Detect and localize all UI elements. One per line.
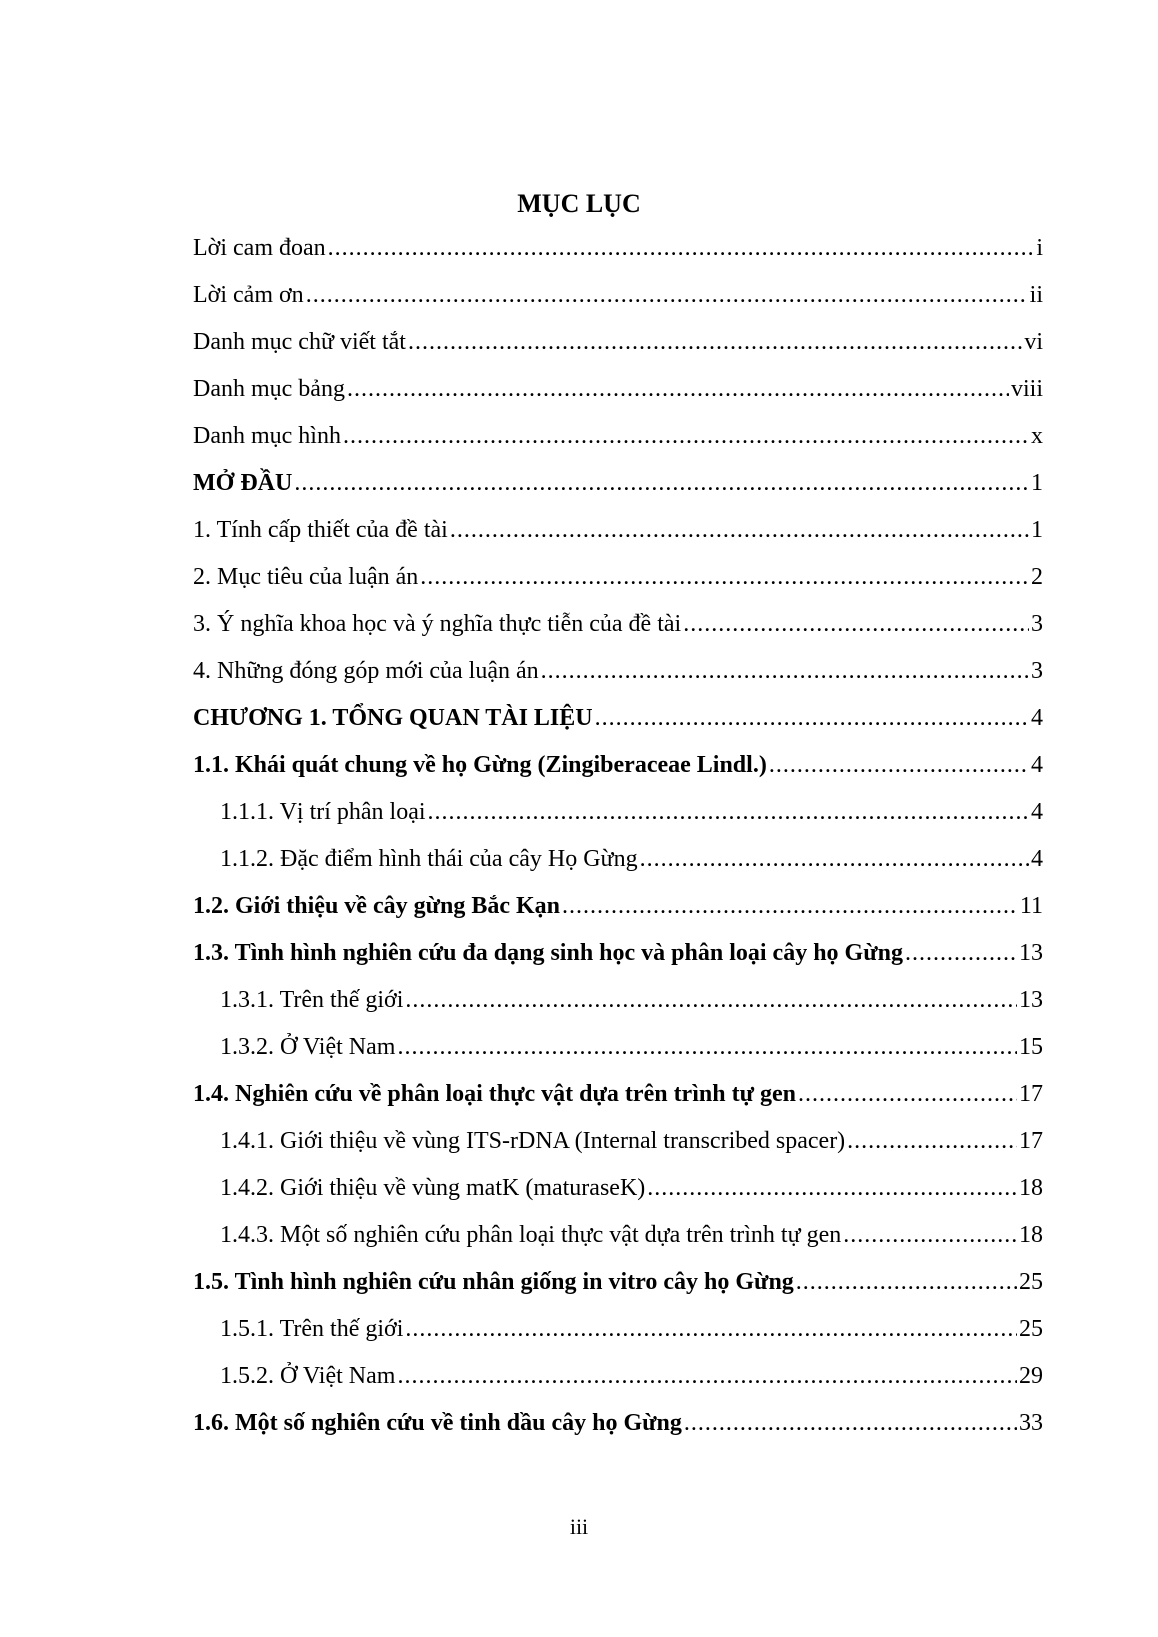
toc-leader-dots (405, 1314, 1017, 1344)
toc-entry[interactable] (193, 1032, 1043, 1079)
toc-entry-page: 25 (1019, 1269, 1043, 1295)
toc-leader-dots (328, 233, 1035, 263)
toc-entry[interactable] (193, 562, 1043, 609)
toc-entry-page: 4 (1031, 846, 1043, 872)
toc-leader-dots (905, 938, 1017, 968)
toc-entry-page: 13 (1019, 987, 1043, 1013)
toc-entry-page: 17 (1019, 1128, 1043, 1154)
toc-entry-page: viii (1010, 376, 1043, 402)
toc-entry-label: 2. Mục tiêu của luận án (193, 564, 419, 590)
toc-entry-page: 11 (1019, 893, 1043, 919)
toc-entry[interactable] (193, 374, 1043, 421)
toc-leader-dots (847, 1126, 1017, 1156)
toc-entry[interactable] (193, 515, 1043, 562)
toc-entry-label: Danh mục bảng (193, 376, 345, 402)
toc-entry-page: ii (1029, 282, 1043, 308)
toc-entry-page: 25 (1019, 1316, 1043, 1342)
toc-entry-page: 17 (1019, 1081, 1043, 1107)
toc-leader-dots (397, 1032, 1017, 1062)
toc-entry-label: 1.3.1. Trên thế giới (220, 987, 404, 1013)
toc-entry-page: i (1036, 235, 1043, 261)
toc-entry-page: 4 (1031, 705, 1043, 731)
toc-entry[interactable] (193, 468, 1043, 515)
toc-entry[interactable] (193, 1126, 1043, 1173)
toc-leader-dots (408, 327, 1022, 357)
toc-entry[interactable] (193, 280, 1043, 327)
toc-entry[interactable] (193, 1220, 1043, 1267)
toc-entry-page: 29 (1019, 1363, 1043, 1389)
page-title: MỤC LỤC (517, 189, 641, 218)
toc-entry[interactable] (193, 750, 1043, 797)
toc-entry-page: 33 (1019, 1410, 1043, 1436)
toc-entry[interactable] (193, 656, 1043, 703)
toc-leader-dots (843, 1220, 1017, 1250)
toc-entry-page: 2 (1031, 564, 1043, 590)
toc-entry-label: 3. Ý nghĩa khoa học và ý nghĩa thực tiễn của đề tài (193, 611, 682, 637)
toc-entry[interactable] (193, 985, 1043, 1032)
toc-entry[interactable] (193, 1267, 1043, 1314)
toc-leader-dots (541, 656, 1029, 686)
toc-leader-dots (306, 280, 1028, 310)
toc-entry-label: Lời cam đoan (193, 235, 326, 261)
toc-entry-page: 15 (1019, 1034, 1043, 1060)
toc-entry-page: 4 (1031, 752, 1043, 778)
toc-leader-dots (595, 703, 1029, 733)
toc-entry[interactable] (193, 1173, 1043, 1220)
toc-entry-page: vi (1024, 329, 1043, 355)
toc-leader-dots (796, 1267, 1017, 1297)
toc-leader-dots (798, 1079, 1017, 1109)
toc-entry-label: Danh mục chữ viết tắt (193, 329, 406, 355)
toc-entry-page: 3 (1031, 658, 1043, 684)
toc-leader-dots (684, 1408, 1017, 1438)
toc-entry-label: Danh mục hình (193, 423, 341, 449)
toc-entry-label: CHƯƠNG 1. TỔNG QUAN TÀI LIỆU (193, 705, 593, 731)
toc-leader-dots (428, 797, 1029, 827)
page-number: iii (569, 1514, 589, 1539)
toc-entry-label: 1.3.2. Ở Việt Nam (220, 1034, 396, 1060)
toc-entry[interactable] (193, 891, 1043, 938)
toc-leader-dots (343, 421, 1029, 451)
toc-entry[interactable] (193, 609, 1043, 656)
toc-entry-label: 1.1. Khái quát chung về họ Gừng (Zingiberaceae Lindl.) (193, 752, 767, 778)
toc-entry[interactable] (193, 938, 1043, 985)
toc-entry-page: x (1031, 423, 1043, 449)
toc-entry-label: 1.5.2. Ở Việt Nam (220, 1363, 396, 1389)
toc-entry-label: 1.4. Nghiên cứu về phân loại thực vật dựa trên trình tự gen (193, 1081, 796, 1107)
toc-entry[interactable] (193, 327, 1043, 374)
toc-leader-dots (562, 891, 1018, 921)
toc-entry-page: 18 (1019, 1175, 1043, 1201)
toc-entry[interactable] (193, 421, 1043, 468)
toc-leader-dots (769, 750, 1029, 780)
toc-entry[interactable] (193, 703, 1043, 750)
toc-entry-label: 4. Những đóng góp mới của luận án (193, 658, 539, 684)
toc-entry-label: 1.4.3. Một số nghiên cứu phân loại thực vật dựa trên trình tự gen (220, 1222, 842, 1248)
toc-leader-dots (397, 1361, 1017, 1391)
toc-entry-page: 13 (1019, 940, 1043, 966)
table-of-contents (193, 233, 1043, 1455)
toc-entry[interactable] (193, 1408, 1043, 1455)
toc-entry-label: MỞ ĐẦU (193, 470, 293, 496)
toc-entry-label: 1.5. Tình hình nghiên cứu nhân giống in vitro cây họ Gừng (193, 1269, 794, 1295)
toc-leader-dots (640, 844, 1029, 874)
toc-entry[interactable] (193, 797, 1043, 844)
toc-entry-page: 1 (1031, 470, 1043, 496)
toc-leader-dots (683, 609, 1029, 639)
toc-leader-dots (450, 515, 1029, 545)
toc-entry-label: 1.4.2. Giới thiệu về vùng matK (maturaseK) (220, 1175, 646, 1201)
toc-entry[interactable] (193, 844, 1043, 891)
toc-leader-dots (347, 374, 1009, 404)
toc-entry[interactable] (193, 1361, 1043, 1408)
toc-entry-label: 1.1.2. Đặc điểm hình thái của cây Họ Gừng (220, 846, 638, 872)
toc-entry-page: 18 (1019, 1222, 1043, 1248)
toc-leader-dots (294, 468, 1029, 498)
toc-leader-dots (647, 1173, 1017, 1203)
toc-entry-label: 1.6. Một số nghiên cứu về tinh dầu cây họ Gừng (193, 1410, 682, 1436)
toc-leader-dots (420, 562, 1029, 592)
toc-entry-page: 4 (1031, 799, 1043, 825)
toc-entry-page: 3 (1031, 611, 1043, 637)
toc-entry[interactable] (193, 233, 1043, 280)
toc-leader-dots (405, 985, 1017, 1015)
toc-entry-label: 1.1.1. Vị trí phân loại (220, 799, 426, 825)
toc-entry[interactable] (193, 1079, 1043, 1126)
toc-entry-label: 1.3. Tình hình nghiên cứu đa dạng sinh học và phân loại cây họ Gừng (193, 940, 903, 966)
toc-entry-label: 1. Tính cấp thiết của đề tài (193, 517, 448, 543)
toc-entry-page: 1 (1031, 517, 1043, 543)
toc-entry-label: 1.2. Giới thiệu về cây gừng Bắc Kạn (193, 893, 561, 919)
toc-entry-label: 1.5.1. Trên thế giới (220, 1316, 404, 1342)
toc-entry-label: 1.4.1. Giới thiệu về vùng ITS-rDNA (Internal transcribed spacer) (220, 1128, 846, 1154)
toc-entry[interactable] (193, 1314, 1043, 1361)
toc-entry-label: Lời cảm ơn (193, 282, 304, 308)
